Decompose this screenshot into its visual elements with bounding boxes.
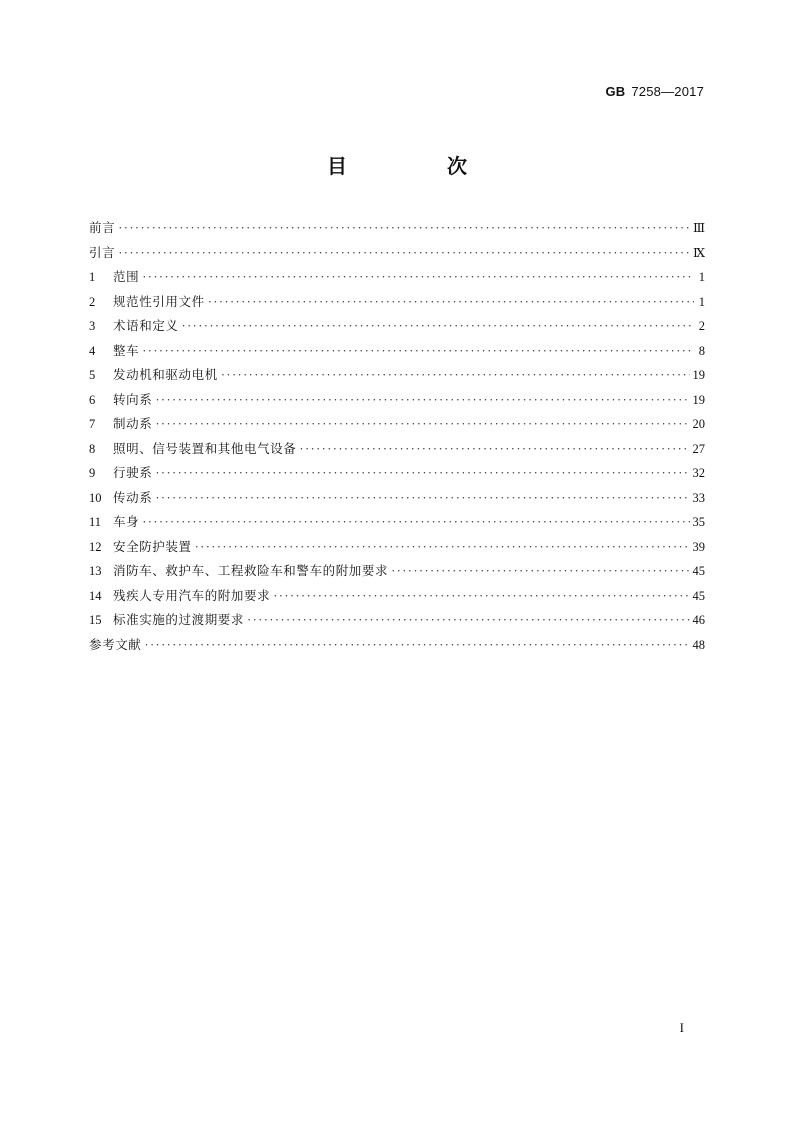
toc-entry-number: 10: [89, 490, 102, 505]
toc-entry-label: 车身: [113, 514, 140, 529]
toc-entry-label: 制动系: [113, 416, 153, 431]
toc-entry-label: 范围: [113, 269, 140, 284]
toc-entry[interactable]: [89, 216, 705, 241]
toc-dot-leader: [155, 388, 689, 413]
toc-entry-label: 发动机和驱动电机: [113, 367, 218, 382]
toc-dot-leader: [155, 461, 689, 486]
toc-entry-label: 行驶系: [113, 465, 153, 480]
toc-dot-leader: [155, 412, 689, 437]
toc-entry[interactable]: [89, 363, 705, 388]
toc-dot-leader: [118, 241, 690, 266]
toc-entry-label: 整车: [113, 342, 140, 358]
standard-number: 7258—2017: [631, 84, 704, 99]
toc-entry[interactable]: [89, 535, 705, 560]
toc-entry-label: 安全防护装置: [113, 538, 192, 554]
toc-entry-label: 照明、信号装置和其他电气设备: [113, 440, 297, 456]
toc-entry[interactable]: [89, 633, 705, 658]
page-title: 目 次: [327, 154, 507, 178]
toc-dot-leader: [195, 535, 690, 560]
toc-dot-leader: [391, 559, 689, 584]
toc-entry-page: 35: [692, 515, 705, 529]
toc-entry-label: 前言: [89, 220, 116, 235]
toc-entry-number: 11: [89, 515, 102, 529]
toc-entry-label: 传动系: [113, 489, 153, 505]
toc-dot-leader: [221, 363, 690, 388]
toc-entry[interactable]: [89, 584, 705, 609]
toc-entry-page: 27: [692, 441, 705, 456]
toc-entry-number: 12: [89, 539, 102, 554]
toc-entry-page: Ⅲ: [692, 221, 705, 235]
toc-entry-page: 8: [698, 343, 705, 358]
toc-dot-leader: [155, 486, 689, 511]
toc-entry-page: 33: [692, 490, 705, 505]
toc-entry-number: 4: [89, 343, 96, 358]
toc-entry-page: 19: [692, 368, 705, 382]
toc-entry[interactable]: [89, 339, 705, 364]
toc-entry-label: 术语和定义: [113, 318, 179, 333]
toc-entry[interactable]: [89, 559, 705, 584]
toc-entry-label: 规范性引用文件: [113, 293, 205, 309]
toc-entry[interactable]: [89, 510, 705, 535]
toc-entry-label: 残疾人专用汽车的附加要求: [113, 587, 271, 603]
toc-entry-label: 转向系: [113, 391, 153, 407]
footer-page-number: I: [679, 1020, 684, 1035]
toc-entry[interactable]: [89, 461, 705, 486]
toc-entry-page: 2: [698, 319, 705, 333]
toc-entry[interactable]: [89, 314, 705, 339]
toc-entry[interactable]: [89, 265, 705, 290]
toc-entry-number: 13: [89, 564, 102, 578]
toc-entry-page: 39: [692, 539, 705, 554]
toc-dot-leader: [142, 510, 689, 535]
toc-dot-leader: [142, 265, 694, 290]
toc-entry-number: 8: [89, 441, 96, 456]
table-of-contents: [89, 216, 705, 657]
toc-dot-leader: [144, 633, 689, 658]
toc-entry[interactable]: [89, 608, 705, 633]
toc-entry-label: 参考文献: [89, 636, 142, 652]
toc-entry[interactable]: [89, 241, 705, 266]
toc-entry-page: 48: [692, 637, 705, 652]
toc-entry-page: 32: [692, 466, 705, 480]
toc-entry-page: 1: [698, 270, 705, 284]
toc-dot-leader: [142, 339, 694, 364]
toc-entry[interactable]: [89, 412, 705, 437]
toc-dot-leader: [208, 290, 694, 315]
toc-entry-page: 45: [692, 588, 705, 603]
toc-entry-page: 20: [692, 417, 705, 431]
toc-entry-number: 6: [89, 392, 96, 407]
toc-dot-leader: [273, 584, 689, 609]
toc-entry-page: Ⅸ: [692, 245, 705, 260]
toc-entry[interactable]: [89, 388, 705, 413]
toc-entry-number: 5: [89, 368, 96, 382]
toc-entry-page: 45: [692, 564, 705, 578]
toc-entry-number: 7: [89, 417, 96, 431]
toc-entry-label: 标准实施的过渡期要求: [113, 612, 245, 627]
toc-dot-leader: [182, 314, 694, 339]
toc-entry-page: 46: [692, 613, 705, 627]
toc-entry[interactable]: [89, 437, 705, 462]
standard-code: [605, 84, 704, 99]
toc-entry-number: 2: [89, 294, 96, 309]
toc-entry-number: 1: [89, 270, 96, 284]
standard-prefix: GB: [605, 84, 626, 99]
toc-dot-leader: [299, 437, 689, 462]
toc-entry[interactable]: [89, 290, 705, 315]
toc-entry[interactable]: [89, 486, 705, 511]
toc-dot-leader: [247, 608, 689, 633]
toc-entry-number: 9: [89, 466, 96, 480]
toc-entry-label: 消防车、救护车、工程救险车和警车的附加要求: [113, 563, 389, 578]
toc-entry-label: 引言: [89, 244, 116, 260]
toc-dot-leader: [118, 216, 690, 241]
toc-entry-number: 15: [89, 613, 102, 627]
toc-entry-number: 3: [89, 319, 96, 333]
toc-entry-page: 19: [692, 392, 705, 407]
toc-entry-page: 1: [698, 294, 705, 309]
toc-entry-number: 14: [89, 588, 102, 603]
